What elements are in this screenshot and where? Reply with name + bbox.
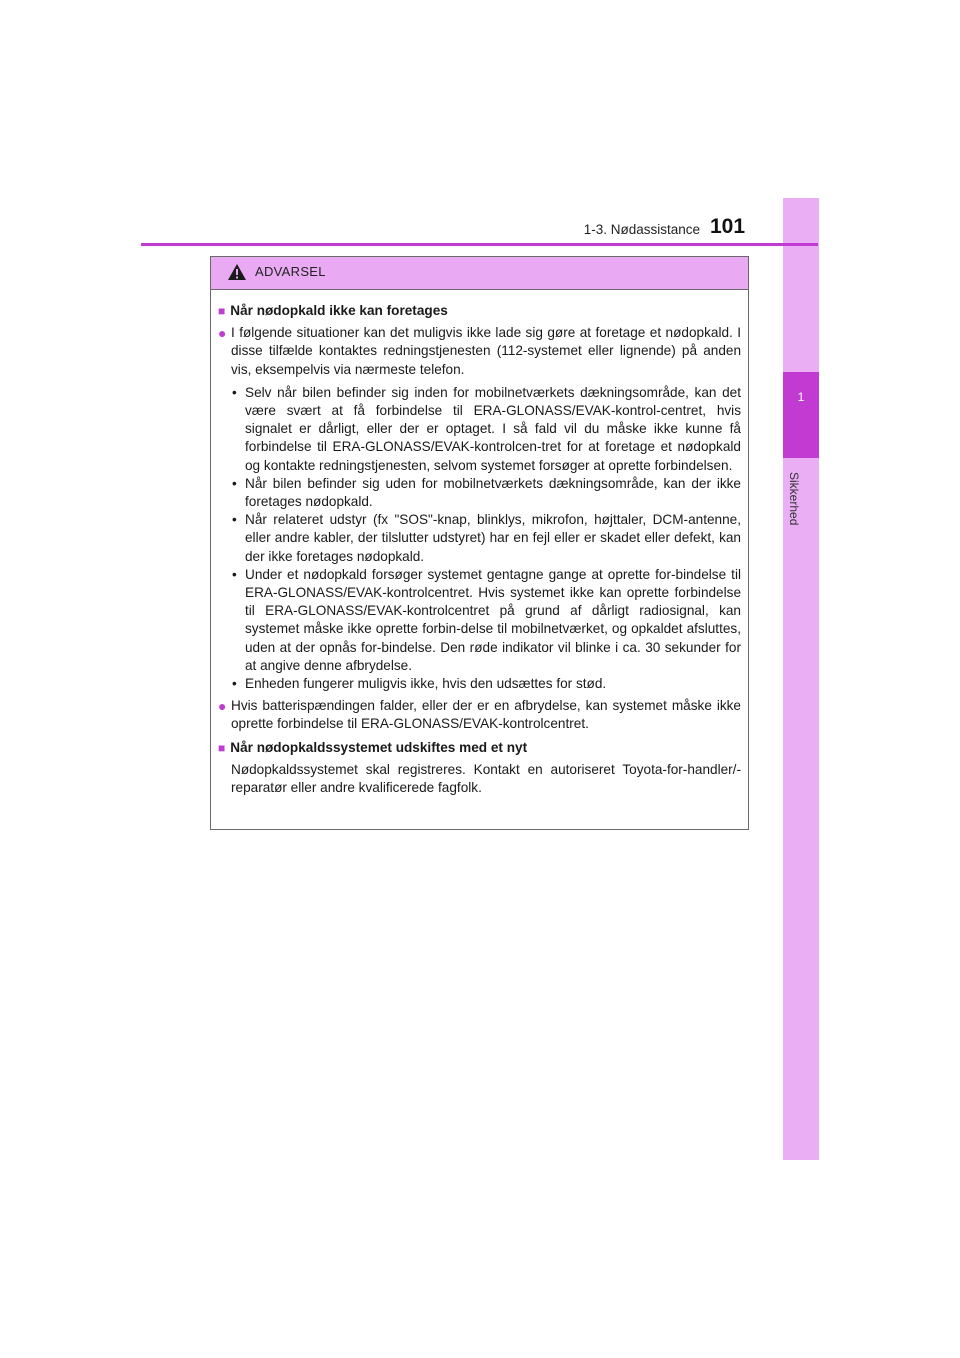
- sub-bullet-text: Under et nødopkald forsøger systemet gentagne gange at oprette for-bindelse til ERA-GLONASS/EVAK-kontrolcentret. Hvis systemet ikke kan oprette forbindelse til ERA-GLONASS/EVAK-kontrolcentret på grund af dårligt radiosignal, kan systemet måske ikke oprette forbin-delse til mobilnetværket, og opkaldet afsluttes, uden at der opnås for-bindelse. Den røde indikator vil blinke i ca. 30 sekunder for at angive denne afbrydelse.: [245, 566, 741, 673]
- page-number: 101: [710, 215, 746, 238]
- dot-bullet-icon: •: [232, 384, 237, 400]
- list-item-text: I følgende situationer kan det muligvis ikke lade sig gøre at foretage et nødopkald. I disse tilfælde kontaktes redningstjenesten (112-systemet eller lignende) på anden vis, eksempelvis via nærmeste telefon.: [231, 325, 741, 377]
- section-heading-text: Når nødopkaldssystemet udskiftes med et nyt: [230, 739, 528, 755]
- list-item-text: Hvis batterispændingen falder, eller der er en afbrydelse, kan systemet måske ikke oprette forbindelse til ERA-GLONASS/EVAK-kontrolcentret.: [231, 698, 741, 732]
- list-item: [218, 324, 741, 379]
- sub-bullet-text: Når relateret udstyr (fx "SOS"-knap, blinklys, mikrofon, højttaler, DCM-antenne, eller andre kabler, der tilslutter udstyret) har en fejl eller er skadet eller defekt, kan der ikke foretages nødopkald.: [245, 512, 741, 564]
- sub-bullet-item: [232, 511, 741, 566]
- warning-body: [211, 290, 748, 797]
- chapter-label: Sikkerhed: [787, 472, 801, 526]
- dot-bullet-icon: •: [232, 512, 237, 528]
- dot-bullet-icon: •: [232, 676, 237, 692]
- sub-bullet-item: [232, 384, 741, 475]
- list-item: [218, 697, 741, 733]
- square-bullet-icon: ■: [218, 740, 226, 755]
- section-paragraph: Nødopkaldssystemet skal registreres. Kontakt en autoriseret Toyota-for-handler/-reparatør eller andre kvalificerede fagfolk.: [231, 761, 741, 796]
- section-title: 1-3. Nødassistance: [583, 222, 700, 237]
- sub-bullet-item: [232, 675, 741, 693]
- dot-bullet-icon: •: [232, 566, 237, 582]
- section-heading: [218, 302, 741, 320]
- chapter-number: 1: [797, 390, 805, 404]
- warning-triangle-icon: [227, 263, 247, 281]
- sub-bullet-text: Når bilen befinder sig uden for mobilnetværkets dækningsområde, kan der ikke foretages nødopkald.: [245, 475, 741, 510]
- chapter-side-tab: [783, 198, 819, 1160]
- chapter-side-tab-active: [783, 372, 819, 458]
- sub-bullet-item: [232, 475, 741, 511]
- sub-bullet-text: Enheden fungerer muligvis ikke, hvis den udsættes for stød.: [245, 676, 607, 692]
- square-bullet-icon: ■: [218, 304, 226, 318]
- warning-box: [210, 256, 749, 830]
- circle-bullet-icon: ●: [218, 325, 227, 342]
- circle-bullet-icon: ●: [218, 698, 227, 715]
- sub-bullet-text: Selv når bilen befinder sig inden for mobilnetværkets dækningsområde, kan det være svært at få forbindelse til ERA-GLONASS/EVAK-kontrol-centret, hvis signalet er dårligt, eller der er optaget. I så fald vil du måske ikke kunne få forbindelse til ERA-GLONASS/EVAK-kontrolcen-tret for at foretage et nødopkald og kontakte redningstjenesten, selvom systemet forsøger at oprette forbindelsen.: [245, 384, 741, 473]
- section-heading: [218, 739, 741, 757]
- dot-bullet-icon: •: [232, 475, 237, 491]
- header-rule: [141, 243, 818, 246]
- sub-bullet-item: [232, 566, 741, 675]
- warning-header: [211, 257, 748, 290]
- warning-title: ADVARSEL: [255, 264, 326, 279]
- section-heading-text: Når nødopkald ikke kan foretages: [230, 303, 448, 318]
- sub-bullet-list: [232, 384, 741, 693]
